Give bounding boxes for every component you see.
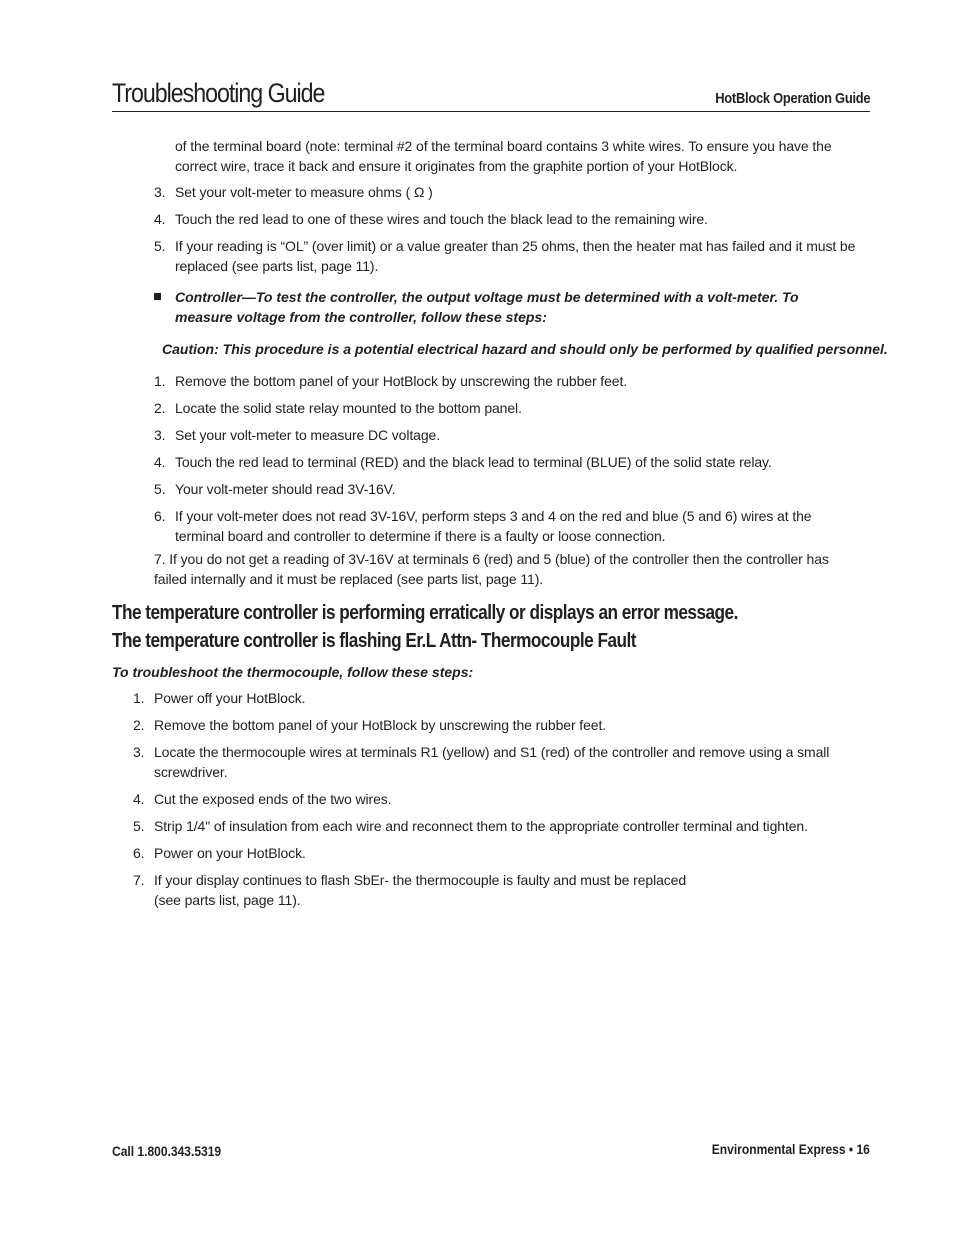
heater-steps-list [154, 182, 864, 283]
controller-bullet [154, 287, 854, 327]
list-item: 6. Power on your HotBlock. [133, 845, 306, 861]
list-item: 1. Remove the bottom panel of your HotBlock by unscrewing the rubber feet. [154, 373, 628, 389]
footer-page-number: Environmental Express • 16 [711, 1141, 870, 1157]
square-bullet-icon [154, 293, 161, 300]
list-item: 5. If your reading is “OL” (over limit) or a value greater than 25 ohms, then the heater mat has failed and it must be replaced (see parts list, page 11). [154, 238, 856, 274]
section-heading-thermocouple: The temperature controller is flashing Er.L Attn- Thermocouple Fault [112, 630, 636, 652]
list-item: 2. Locate the solid state relay mounted to the bottom panel. [154, 400, 522, 416]
caution-note: Caution: This procedure is a potential electrical hazard and should only be performed by qualified personnel. [162, 341, 888, 357]
thermocouple-intro: To troubleshoot the thermocouple, follow these steps: [112, 664, 474, 680]
thermocouple-steps-list [133, 688, 863, 917]
controller-steps-list [154, 371, 864, 553]
list-item: 4. Cut the exposed ends of the two wires. [133, 791, 392, 807]
guide-name: HotBlock Operation Guide [714, 90, 870, 107]
list-item: 3. Locate the thermocouple wires at terminals R1 (yellow) and S1 (red) of the controller and remove using a small screwdriver. [133, 744, 830, 780]
list-item: 3. Set your volt-meter to measure DC voltage. [154, 427, 441, 443]
list-item: 5. Your volt-meter should read 3V-16V. [154, 481, 396, 497]
list-item: 6. If your volt-meter does not read 3V-16V, perform steps 3 and 4 on the red and blue (5 and 6) wires at the terminal board and controller to determine if there is a faulty or loose connection. [154, 508, 812, 544]
list-item: 3. Set your volt-meter to measure ohms ( Ω ) [154, 184, 433, 200]
continuation-paragraph: of the terminal board (note: terminal #2 of the terminal board contains 3 white wires. To ensure you have the correct wire, trace it back and ensure it originates from the graphite portion of your HotBlock. [175, 138, 832, 174]
list-item: 4. Touch the red lead to terminal (RED) and the black lead to terminal (BLUE) of the solid state relay. [154, 454, 772, 470]
page-title: Troubleshooting Guide [112, 78, 325, 108]
controller-step-7: 7. If you do not get a reading of 3V-16V at terminals 6 (red) and 5 (blue) of the controller then the controller has failed internally and it must be replaced (see parts list, page 11). [154, 551, 829, 587]
section-heading-erratic: The temperature controller is performing erratically or displays an error message. [112, 602, 738, 624]
list-item: 4. Touch the red lead to one of these wires and touch the black lead to the remaining wire. [154, 211, 708, 227]
page-header [112, 78, 870, 112]
controller-bullet-text: Controller—To test the controller, the output voltage must be determined with a volt-meter. To measure voltage from the controller, follow these steps: [175, 289, 799, 325]
list-item: 7. If your display continues to flash SbEr- the thermocouple is faulty and must be replaced (see parts list, page 11). [133, 872, 687, 908]
list-item: 5. Strip 1/4" of insulation from each wire and reconnect them to the appropriate controller terminal and tighten. [133, 818, 808, 834]
list-item: 2. Remove the bottom panel of your HotBlock by unscrewing the rubber feet. [133, 717, 607, 733]
footer-phone: Call 1.800.343.5319 [112, 1143, 222, 1159]
list-item: 1. Power off your HotBlock. [133, 690, 306, 706]
